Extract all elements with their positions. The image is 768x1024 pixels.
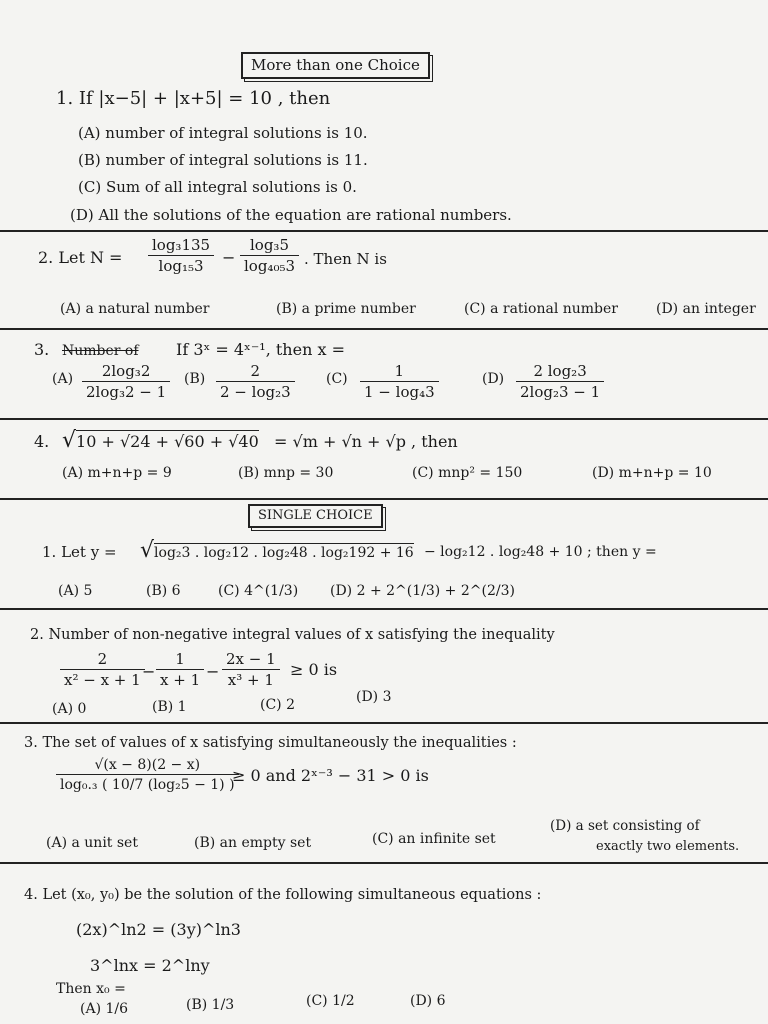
single-question-3-option-a: (A) a unit set <box>46 835 138 851</box>
single-question-4-then: Then x₀ = <box>56 981 126 997</box>
radicand: 10 + √24 + √60 + √40 <box>76 432 259 451</box>
divider <box>0 862 768 864</box>
fraction-denominator: 2log₂3 − 1 <box>520 383 601 401</box>
fraction-numerator: 1 <box>156 652 204 670</box>
question-2-option-d: (D) an integer <box>656 301 756 317</box>
single-question-2-fraction-2 <box>156 652 204 688</box>
question-4-rhs: = √m + √n + √p , then <box>274 432 458 451</box>
section-header-single-choice: SINGLE CHOICE <box>248 504 383 528</box>
single-question-4-option-c: (C) 1/2 <box>306 993 355 1009</box>
question-2-tail: . Then N is <box>304 250 387 268</box>
question-2-option-c: (C) a rational number <box>464 301 618 317</box>
question-3-option-c-label: (C) <box>326 371 348 387</box>
fraction-denominator: log₀.₃ ( 10/7 (log₂5 − 1) ) <box>60 777 235 793</box>
fraction-numerator: 1 <box>360 364 439 382</box>
question-1-option-a: (A) number of integral solutions is 10. <box>78 124 368 142</box>
radicand: log₂3 . log₂12 . log₂48 . log₂192 + 16 <box>154 545 414 561</box>
minus-sign: − <box>206 662 220 681</box>
single-question-1-option-c: (C) 4^(1/3) <box>218 583 299 599</box>
question-2-option-b: (B) a prime number <box>276 301 416 317</box>
fraction-denominator: log₄₀₅3 <box>244 257 296 275</box>
fraction-denominator: 2 − log₂3 <box>220 383 291 401</box>
fraction-numerator: log₃135 <box>148 238 214 256</box>
divider <box>0 498 768 500</box>
radical-sign: √ <box>140 538 155 563</box>
single-question-1-tail: − log₂12 . log₂48 + 10 ; then y = <box>424 544 657 560</box>
single-question-4-equation-1: (2x)^ln2 = (3y)^ln3 <box>76 920 241 939</box>
question-4-number: 4. <box>34 432 50 451</box>
single-question-3-option-d-line-2: exactly two elements. <box>596 839 740 854</box>
fraction-numerator: 2x − 1 <box>222 652 280 670</box>
fraction-denominator: 1 − log₄3 <box>364 383 435 401</box>
question-2-lead: 2. Let N = <box>38 248 123 267</box>
fraction-denominator: x³ + 1 <box>227 671 274 689</box>
single-question-1-option-a: (A) 5 <box>58 583 93 599</box>
single-question-2-option-c: (C) 2 <box>260 697 295 713</box>
fraction-numerator: log₃5 <box>240 238 299 256</box>
question-1-option-d: (D) All the solutions of the equation are rational numbers. <box>70 206 512 224</box>
minus-sign: − <box>142 662 156 681</box>
fraction-numerator: √(x − 8)(2 − x) <box>56 758 239 775</box>
fraction-denominator: x² − x + 1 <box>64 671 141 689</box>
question-4-option-a: (A) m+n+p = 9 <box>62 465 172 481</box>
fraction-denominator: 2log₃2 − 1 <box>86 383 167 401</box>
single-question-4-option-d: (D) 6 <box>410 993 446 1009</box>
single-question-3-option-b: (B) an empty set <box>194 835 312 851</box>
single-question-1-option-b: (B) 6 <box>146 583 181 599</box>
divider <box>0 608 768 610</box>
single-question-3-option-c: (C) an infinite set <box>372 831 496 847</box>
question-2-fraction-1 <box>148 238 214 274</box>
single-question-2-fraction-1 <box>60 652 145 688</box>
question-1-stem: 1. If |x−5| + |x+5| = 10 , then <box>56 88 331 109</box>
question-3-stem: If 3ˣ = 4ˣ⁻¹, then x = <box>176 340 345 359</box>
single-question-2-option-a: (A) 0 <box>52 701 87 717</box>
question-4-option-d: (D) m+n+p = 10 <box>592 465 712 481</box>
fraction-numerator: 2 <box>60 652 145 670</box>
question-3-option-b-label: (B) <box>184 371 206 387</box>
question-3-option-b-fraction <box>216 364 295 400</box>
single-question-2-stem: 2. Number of non-negative integral values of x satisfying the inequality <box>30 627 555 643</box>
fraction-numerator: 2log₃2 <box>82 364 170 382</box>
question-4-nested-radical <box>62 428 259 453</box>
single-question-2-option-d: (D) 3 <box>356 689 392 705</box>
minus-sign: − <box>222 248 236 267</box>
question-3-option-a-label: (A) <box>52 371 74 387</box>
question-4-option-c: (C) mnp² = 150 <box>412 465 523 481</box>
question-1-option-b: (B) number of integral solutions is 11. <box>78 151 368 169</box>
single-question-2-fraction-3 <box>222 652 280 688</box>
question-3-struck-text: Number of <box>62 343 139 359</box>
question-3-option-c-fraction <box>360 364 439 400</box>
divider <box>0 328 768 330</box>
divider <box>0 722 768 724</box>
question-1-option-c: (C) Sum of all integral solutions is 0. <box>78 178 357 196</box>
question-3-option-a-fraction <box>82 364 170 400</box>
section-header-multiple-choice: More than one Choice <box>241 52 430 79</box>
single-question-1-lead: 1. Let y = <box>42 543 117 561</box>
single-question-1-radical <box>140 538 414 563</box>
single-question-3-fraction <box>56 758 239 792</box>
single-question-3-option-d-line-1: (D) a set consisting of <box>550 818 700 834</box>
single-question-1-option-d: (D) 2 + 2^(1/3) + 2^(2/3) <box>330 583 515 599</box>
divider <box>0 230 768 232</box>
single-question-2-relation: ≥ 0 is <box>290 660 338 679</box>
single-question-4-option-b: (B) 1/3 <box>186 997 235 1013</box>
single-question-2-option-b: (B) 1 <box>152 699 187 715</box>
question-4-option-b: (B) mnp = 30 <box>238 465 334 481</box>
fraction-denominator: x + 1 <box>160 671 201 689</box>
question-2-option-a: (A) a natural number <box>60 301 210 317</box>
fraction-numerator: 2 <box>216 364 295 382</box>
question-3-option-d-fraction <box>516 364 604 400</box>
question-2-fraction-2 <box>240 238 299 274</box>
question-3-number: 3. <box>34 340 50 359</box>
question-3-option-d-label: (D) <box>482 371 505 387</box>
single-question-4-option-a: (A) 1/6 <box>80 1001 129 1017</box>
single-question-3-stem: 3. The set of values of x satisfying simultaneously the inequalities : <box>24 735 517 751</box>
divider <box>0 418 768 420</box>
single-question-3-relation: ≥ 0 and 2ˣ⁻³ − 31 > 0 is <box>232 766 429 785</box>
single-question-4-equation-2: 3^lnx = 2^lny <box>90 956 210 975</box>
single-question-4-stem: 4. Let (x₀, y₀) be the solution of the following simultaneous equations : <box>24 887 542 903</box>
fraction-denominator: log₁₅3 <box>158 257 204 275</box>
radical-sign: √ <box>62 428 77 453</box>
fraction-numerator: 2 log₂3 <box>516 364 604 382</box>
